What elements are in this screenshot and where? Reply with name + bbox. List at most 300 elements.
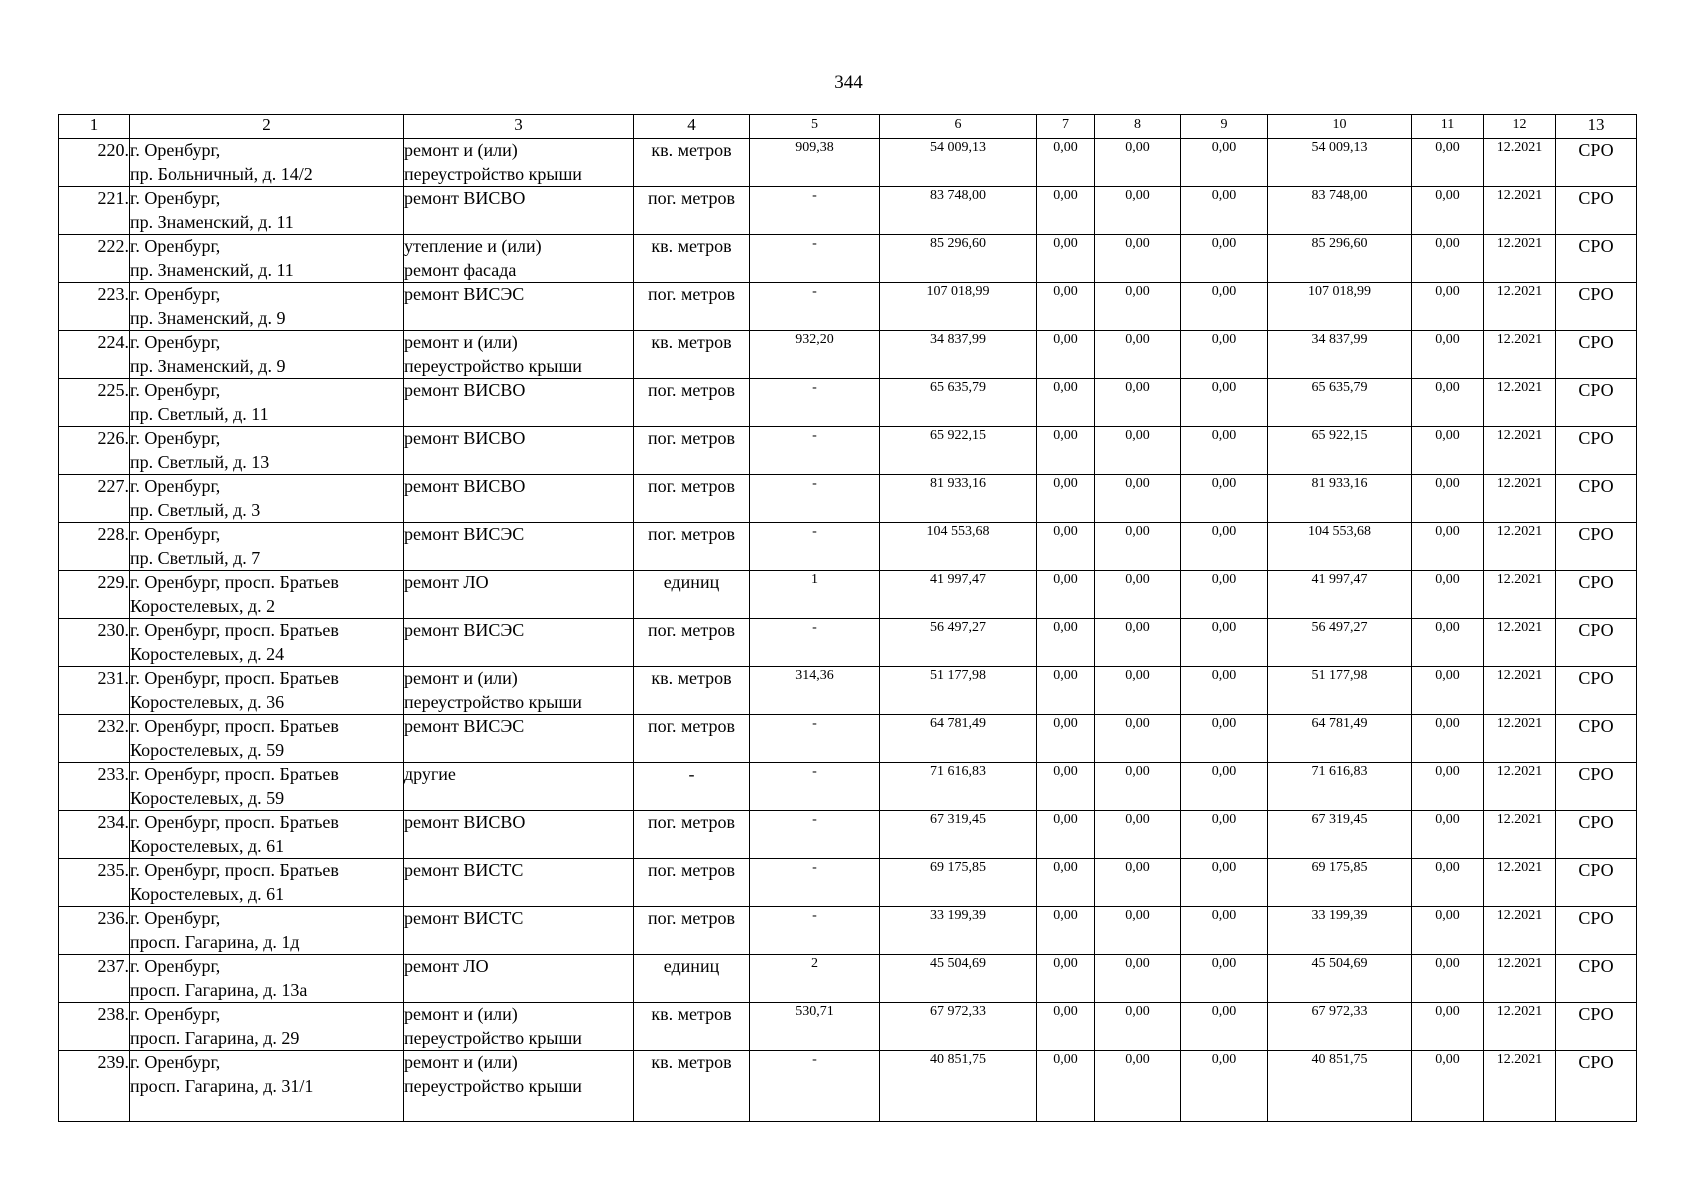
col7-cell: 0,00: [1037, 907, 1095, 955]
col11-cell: 0,00: [1412, 955, 1484, 1003]
col10-cell: 41 997,47: [1268, 571, 1412, 619]
col9-cell: 0,00: [1181, 139, 1268, 187]
source-cell: СРО: [1556, 859, 1637, 907]
work-type-line-1: ремонт и (или): [404, 140, 518, 160]
row-number: 235.: [59, 859, 130, 907]
address-cell: [130, 715, 404, 763]
row-number: 227.: [59, 475, 130, 523]
total-cost-cell: 64 781,49: [880, 715, 1037, 763]
unit-cell: пог. метров: [634, 907, 750, 955]
table-row: [59, 811, 1637, 859]
table-row: [59, 715, 1637, 763]
unit-cell: пог. метров: [634, 379, 750, 427]
address-cell: [130, 283, 404, 331]
col11-cell: 0,00: [1412, 667, 1484, 715]
address-line-1: г. Оренбург,: [130, 188, 221, 208]
table-row: [59, 187, 1637, 235]
address-line-2: просп. Гагарина, д. 13а: [130, 979, 308, 1000]
col9-cell: 0,00: [1181, 1003, 1268, 1051]
quantity-cell: -: [750, 1051, 880, 1122]
address-line-1: г. Оренбург,: [130, 1004, 221, 1024]
address-cell: [130, 379, 404, 427]
source-cell: СРО: [1556, 1003, 1637, 1051]
source-cell: СРО: [1556, 475, 1637, 523]
col9-cell: 0,00: [1181, 571, 1268, 619]
address-line-1: г. Оренбург,: [130, 956, 221, 976]
col8-cell: 0,00: [1095, 667, 1181, 715]
work-type-line-1: ремонт ВИСВО: [404, 812, 526, 832]
work-type-line-1: ремонт ВИСЭС: [404, 620, 525, 640]
col8-cell: 0,00: [1095, 427, 1181, 475]
total-cost-cell: 67 972,33: [880, 1003, 1037, 1051]
col10-cell: 33 199,39: [1268, 907, 1412, 955]
source-cell: СРО: [1556, 667, 1637, 715]
address-cell: [130, 907, 404, 955]
col10-cell: 45 504,69: [1268, 955, 1412, 1003]
work-type-cell: [404, 427, 634, 475]
address-line-2: Коростелевых, д. 36: [130, 691, 285, 712]
unit-cell: единиц: [634, 955, 750, 1003]
work-type-cell: [404, 523, 634, 571]
col10-cell: 107 018,99: [1268, 283, 1412, 331]
source-cell: СРО: [1556, 1051, 1637, 1122]
work-type-cell: [404, 811, 634, 859]
address-cell: [130, 955, 404, 1003]
quantity-cell: 530,71: [750, 1003, 880, 1051]
unit-cell: кв. метров: [634, 667, 750, 715]
col9-cell: 0,00: [1181, 859, 1268, 907]
col10-cell: 51 177,98: [1268, 667, 1412, 715]
col8-cell: 0,00: [1095, 139, 1181, 187]
quantity-cell: 314,36: [750, 667, 880, 715]
row-number: 228.: [59, 523, 130, 571]
col9-cell: 0,00: [1181, 667, 1268, 715]
table-row: [59, 1003, 1637, 1051]
quantity-cell: -: [750, 811, 880, 859]
row-number: 238.: [59, 1003, 130, 1051]
address-cell: [130, 523, 404, 571]
completion-date-cell: 12.2021: [1484, 859, 1556, 907]
col7-cell: 0,00: [1037, 715, 1095, 763]
address-line-1: г. Оренбург, просп. Братьев: [130, 716, 339, 736]
column-header: 4: [634, 115, 750, 139]
address-line-2: просп. Гагарина, д. 31/1: [130, 1075, 314, 1096]
column-header: 10: [1268, 115, 1412, 139]
quantity-cell: -: [750, 907, 880, 955]
row-number: 221.: [59, 187, 130, 235]
work-type-cell: [404, 859, 634, 907]
source-cell: СРО: [1556, 379, 1637, 427]
address-line-2: просп. Гагарина, д. 29: [130, 1027, 300, 1048]
col11-cell: 0,00: [1412, 907, 1484, 955]
completion-date-cell: 12.2021: [1484, 1003, 1556, 1051]
work-type-cell: [404, 571, 634, 619]
col8-cell: 0,00: [1095, 859, 1181, 907]
col7-cell: 0,00: [1037, 331, 1095, 379]
work-type-line-2: переустройство крыши: [404, 355, 582, 376]
source-cell: СРО: [1556, 283, 1637, 331]
work-type-line-1: ремонт ВИСЭС: [404, 716, 525, 736]
col8-cell: 0,00: [1095, 475, 1181, 523]
table-row: [59, 331, 1637, 379]
row-number: 232.: [59, 715, 130, 763]
work-type-cell: [404, 379, 634, 427]
quantity-cell: 1: [750, 571, 880, 619]
total-cost-cell: 81 933,16: [880, 475, 1037, 523]
col8-cell: 0,00: [1095, 715, 1181, 763]
work-type-cell: [404, 235, 634, 283]
col11-cell: 0,00: [1412, 859, 1484, 907]
address-line-1: г. Оренбург,: [130, 140, 221, 160]
address-line-1: г. Оренбург,: [130, 908, 221, 928]
table-row: [59, 1051, 1637, 1122]
quantity-cell: -: [750, 427, 880, 475]
work-type-cell: [404, 667, 634, 715]
col11-cell: 0,00: [1412, 811, 1484, 859]
address-line-1: г. Оренбург,: [130, 428, 221, 448]
completion-date-cell: 12.2021: [1484, 283, 1556, 331]
source-cell: СРО: [1556, 763, 1637, 811]
source-cell: СРО: [1556, 427, 1637, 475]
work-type-cell: [404, 139, 634, 187]
work-type-cell: [404, 763, 634, 811]
completion-date-cell: 12.2021: [1484, 331, 1556, 379]
total-cost-cell: 40 851,75: [880, 1051, 1037, 1122]
total-cost-cell: 34 837,99: [880, 331, 1037, 379]
address-line-2: Коростелевых, д. 61: [130, 883, 285, 904]
address-line-1: г. Оренбург,: [130, 236, 221, 256]
col7-cell: 0,00: [1037, 379, 1095, 427]
quantity-cell: -: [750, 523, 880, 571]
row-number: 234.: [59, 811, 130, 859]
col8-cell: 0,00: [1095, 187, 1181, 235]
column-header: 12: [1484, 115, 1556, 139]
col8-cell: 0,00: [1095, 523, 1181, 571]
quantity-cell: -: [750, 283, 880, 331]
address-line-2: пр. Больничный, д. 14/2: [130, 163, 313, 184]
total-cost-cell: 56 497,27: [880, 619, 1037, 667]
address-cell: [130, 619, 404, 667]
col7-cell: 0,00: [1037, 763, 1095, 811]
column-number-row: [59, 115, 1637, 139]
table-row: [59, 427, 1637, 475]
table-row: [59, 523, 1637, 571]
completion-date-cell: 12.2021: [1484, 811, 1556, 859]
col10-cell: 81 933,16: [1268, 475, 1412, 523]
col11-cell: 0,00: [1412, 571, 1484, 619]
unit-cell: единиц: [634, 571, 750, 619]
col11-cell: 0,00: [1412, 427, 1484, 475]
work-type-line-2: переустройство крыши: [404, 1027, 582, 1048]
address-line-2: пр. Светлый, д. 3: [130, 499, 261, 520]
col7-cell: 0,00: [1037, 139, 1095, 187]
work-type-line-1: ремонт ВИСТС: [404, 908, 524, 928]
column-header: 8: [1095, 115, 1181, 139]
address-line-2: пр. Светлый, д. 7: [130, 547, 261, 568]
source-cell: СРО: [1556, 331, 1637, 379]
address-line-2: Коростелевых, д. 59: [130, 787, 285, 808]
unit-cell: пог. метров: [634, 427, 750, 475]
address-line-1: г. Оренбург, просп. Братьев: [130, 860, 339, 880]
col10-cell: 65 922,15: [1268, 427, 1412, 475]
address-line-1: г. Оренбург,: [130, 524, 221, 544]
col10-cell: 64 781,49: [1268, 715, 1412, 763]
total-cost-cell: 83 748,00: [880, 187, 1037, 235]
unit-cell: пог. метров: [634, 859, 750, 907]
address-line-2: пр. Светлый, д. 13: [130, 451, 270, 472]
row-number: 237.: [59, 955, 130, 1003]
column-header: 1: [59, 115, 130, 139]
work-type-line-1: ремонт ВИСВО: [404, 476, 526, 496]
source-cell: СРО: [1556, 955, 1637, 1003]
col7-cell: 0,00: [1037, 523, 1095, 571]
work-type-cell: [404, 955, 634, 1003]
col7-cell: 0,00: [1037, 955, 1095, 1003]
col9-cell: 0,00: [1181, 763, 1268, 811]
col11-cell: 0,00: [1412, 283, 1484, 331]
work-type-cell: [404, 283, 634, 331]
address-line-1: г. Оренбург, просп. Братьев: [130, 764, 339, 784]
total-cost-cell: 104 553,68: [880, 523, 1037, 571]
address-cell: [130, 859, 404, 907]
address-line-1: г. Оренбург,: [130, 380, 221, 400]
completion-date-cell: 12.2021: [1484, 139, 1556, 187]
col9-cell: 0,00: [1181, 1051, 1268, 1122]
unit-cell: кв. метров: [634, 139, 750, 187]
work-type-line-2: переустройство крыши: [404, 691, 582, 712]
col10-cell: 69 175,85: [1268, 859, 1412, 907]
completion-date-cell: 12.2021: [1484, 667, 1556, 715]
unit-cell: пог. метров: [634, 715, 750, 763]
address-line-1: г. Оренбург, просп. Братьев: [130, 620, 339, 640]
total-cost-cell: 54 009,13: [880, 139, 1037, 187]
completion-date-cell: 12.2021: [1484, 1051, 1556, 1122]
row-number: 230.: [59, 619, 130, 667]
col7-cell: 0,00: [1037, 571, 1095, 619]
address-line-2: Коростелевых, д. 24: [130, 643, 285, 664]
source-cell: СРО: [1556, 715, 1637, 763]
col9-cell: 0,00: [1181, 475, 1268, 523]
quantity-cell: -: [750, 859, 880, 907]
table-row: [59, 139, 1637, 187]
table-row: [59, 379, 1637, 427]
address-cell: [130, 235, 404, 283]
col8-cell: 0,00: [1095, 571, 1181, 619]
col10-cell: 34 837,99: [1268, 331, 1412, 379]
col9-cell: 0,00: [1181, 427, 1268, 475]
address-cell: [130, 427, 404, 475]
column-header: 7: [1037, 115, 1095, 139]
col10-cell: 83 748,00: [1268, 187, 1412, 235]
unit-cell: пог. метров: [634, 475, 750, 523]
column-header: 5: [750, 115, 880, 139]
work-type-line-1: ремонт ВИСВО: [404, 380, 526, 400]
total-cost-cell: 51 177,98: [880, 667, 1037, 715]
source-cell: СРО: [1556, 811, 1637, 859]
col9-cell: 0,00: [1181, 955, 1268, 1003]
col11-cell: 0,00: [1412, 763, 1484, 811]
source-cell: СРО: [1556, 235, 1637, 283]
col11-cell: 0,00: [1412, 523, 1484, 571]
address-line-1: г. Оренбург, просп. Братьев: [130, 668, 339, 688]
address-line-1: г. Оренбург,: [130, 284, 221, 304]
col7-cell: 0,00: [1037, 1003, 1095, 1051]
total-cost-cell: 41 997,47: [880, 571, 1037, 619]
col10-cell: 54 009,13: [1268, 139, 1412, 187]
col7-cell: 0,00: [1037, 235, 1095, 283]
work-type-line-1: ремонт и (или): [404, 668, 518, 688]
address-line-2: Коростелевых, д. 59: [130, 739, 285, 760]
column-header: 13: [1556, 115, 1637, 139]
row-number: 239.: [59, 1051, 130, 1122]
col9-cell: 0,00: [1181, 619, 1268, 667]
column-header: 3: [404, 115, 634, 139]
total-cost-cell: 71 616,83: [880, 763, 1037, 811]
address-line-2: Коростелевых, д. 61: [130, 835, 285, 856]
row-number: 225.: [59, 379, 130, 427]
col11-cell: 0,00: [1412, 715, 1484, 763]
row-number: 231.: [59, 667, 130, 715]
quantity-cell: 932,20: [750, 331, 880, 379]
quantity-cell: -: [750, 187, 880, 235]
quantity-cell: -: [750, 619, 880, 667]
row-number: 229.: [59, 571, 130, 619]
work-type-line-1: другие: [404, 764, 456, 784]
col10-cell: 40 851,75: [1268, 1051, 1412, 1122]
work-type-line-1: ремонт ВИСВО: [404, 188, 526, 208]
col9-cell: 0,00: [1181, 379, 1268, 427]
col7-cell: 0,00: [1037, 811, 1095, 859]
col10-cell: 104 553,68: [1268, 523, 1412, 571]
row-number: 233.: [59, 763, 130, 811]
quantity-cell: -: [750, 379, 880, 427]
work-type-line-1: ремонт и (или): [404, 1052, 518, 1072]
quantity-cell: -: [750, 235, 880, 283]
col7-cell: 0,00: [1037, 619, 1095, 667]
unit-cell: пог. метров: [634, 523, 750, 571]
table-row: [59, 235, 1637, 283]
total-cost-cell: 107 018,99: [880, 283, 1037, 331]
col9-cell: 0,00: [1181, 523, 1268, 571]
work-type-line-1: ремонт ЛО: [404, 572, 489, 592]
completion-date-cell: 12.2021: [1484, 907, 1556, 955]
address-cell: [130, 139, 404, 187]
address-cell: [130, 763, 404, 811]
quantity-cell: -: [750, 763, 880, 811]
source-cell: СРО: [1556, 139, 1637, 187]
table-row: [59, 859, 1637, 907]
column-header: 6: [880, 115, 1037, 139]
col9-cell: 0,00: [1181, 187, 1268, 235]
col7-cell: 0,00: [1037, 187, 1095, 235]
col8-cell: 0,00: [1095, 763, 1181, 811]
column-header: 9: [1181, 115, 1268, 139]
address-cell: [130, 187, 404, 235]
col8-cell: 0,00: [1095, 1003, 1181, 1051]
table-row: [59, 667, 1637, 715]
unit-cell: пог. метров: [634, 811, 750, 859]
col9-cell: 0,00: [1181, 907, 1268, 955]
total-cost-cell: 33 199,39: [880, 907, 1037, 955]
col7-cell: 0,00: [1037, 283, 1095, 331]
unit-cell: -: [634, 763, 750, 811]
work-type-line-1: ремонт и (или): [404, 332, 518, 352]
col7-cell: 0,00: [1037, 1051, 1095, 1122]
col7-cell: 0,00: [1037, 427, 1095, 475]
col8-cell: 0,00: [1095, 955, 1181, 1003]
row-number: 223.: [59, 283, 130, 331]
work-type-cell: [404, 1051, 634, 1122]
completion-date-cell: 12.2021: [1484, 379, 1556, 427]
row-number: 222.: [59, 235, 130, 283]
col11-cell: 0,00: [1412, 475, 1484, 523]
address-cell: [130, 667, 404, 715]
col11-cell: 0,00: [1412, 1003, 1484, 1051]
total-cost-cell: 65 922,15: [880, 427, 1037, 475]
page-number: 344: [834, 72, 863, 93]
col11-cell: 0,00: [1412, 619, 1484, 667]
row-number: 224.: [59, 331, 130, 379]
col9-cell: 0,00: [1181, 235, 1268, 283]
col9-cell: 0,00: [1181, 715, 1268, 763]
col10-cell: 71 616,83: [1268, 763, 1412, 811]
address-line-2: просп. Гагарина, д. 1д: [130, 931, 300, 952]
col8-cell: 0,00: [1095, 811, 1181, 859]
address-cell: [130, 331, 404, 379]
col11-cell: 0,00: [1412, 331, 1484, 379]
unit-cell: пог. метров: [634, 283, 750, 331]
work-type-line-2: ремонт фасада: [404, 259, 517, 280]
work-type-line-2: переустройство крыши: [404, 1075, 582, 1096]
work-type-line-2: переустройство крыши: [404, 163, 582, 184]
work-type-cell: [404, 187, 634, 235]
total-cost-cell: 69 175,85: [880, 859, 1037, 907]
address-cell: [130, 811, 404, 859]
total-cost-cell: 67 319,45: [880, 811, 1037, 859]
address-cell: [130, 475, 404, 523]
column-header: 2: [130, 115, 404, 139]
completion-date-cell: 12.2021: [1484, 427, 1556, 475]
address-line-2: пр. Знаменский, д. 9: [130, 355, 286, 376]
address-line-2: Коростелевых, д. 2: [130, 595, 276, 616]
quantity-cell: 909,38: [750, 139, 880, 187]
work-type-line-1: ремонт ВИСЭС: [404, 284, 525, 304]
completion-date-cell: 12.2021: [1484, 715, 1556, 763]
col7-cell: 0,00: [1037, 475, 1095, 523]
table-row: [59, 283, 1637, 331]
address-line-1: г. Оренбург,: [130, 332, 221, 352]
completion-date-cell: 12.2021: [1484, 475, 1556, 523]
source-cell: СРО: [1556, 619, 1637, 667]
col7-cell: 0,00: [1037, 667, 1095, 715]
unit-cell: кв. метров: [634, 1003, 750, 1051]
work-type-line-1: ремонт ВИСТС: [404, 860, 524, 880]
col11-cell: 0,00: [1412, 379, 1484, 427]
address-cell: [130, 1051, 404, 1122]
col8-cell: 0,00: [1095, 1051, 1181, 1122]
source-cell: СРО: [1556, 907, 1637, 955]
table-row: [59, 619, 1637, 667]
completion-date-cell: 12.2021: [1484, 955, 1556, 1003]
address-line-2: пр. Знаменский, д. 11: [130, 211, 294, 232]
unit-cell: пог. метров: [634, 619, 750, 667]
quantity-cell: -: [750, 475, 880, 523]
col8-cell: 0,00: [1095, 379, 1181, 427]
unit-cell: пог. метров: [634, 187, 750, 235]
col9-cell: 0,00: [1181, 331, 1268, 379]
source-cell: СРО: [1556, 187, 1637, 235]
address-line-1: г. Оренбург,: [130, 476, 221, 496]
